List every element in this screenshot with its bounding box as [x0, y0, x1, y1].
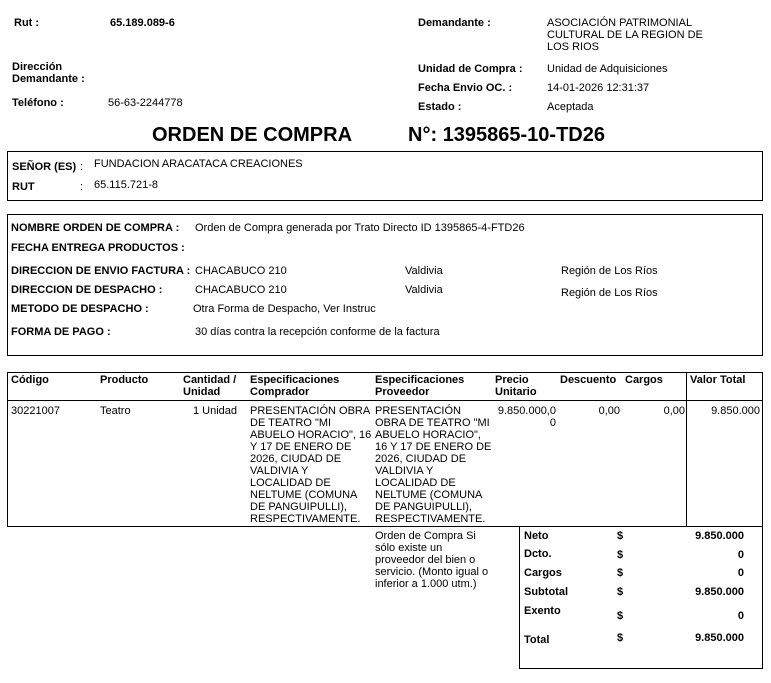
- neto-label: Neto: [524, 530, 549, 542]
- row-esp-proveedor: PRESENTACIÓN OBRA DE TEATRO "MI ABUELO HORACIO", 16 Y 17 DE ENERO DE 2026, CIUDAD DE VALDIVIA Y LOCALIDAD DE NELTUME (COMUNA DE PANGUIPULLI), RESPECTIVAMENTE.: [375, 405, 492, 525]
- cargos-label: Cargos: [524, 567, 562, 579]
- supplier-name: FUNDACION ARACATACA CREACIONES: [94, 158, 303, 170]
- senor-label: SEÑOR (ES): [12, 161, 77, 173]
- subtotal-label: Subtotal: [524, 586, 568, 598]
- envio-factura-city: Valdivia: [405, 265, 443, 277]
- table-valor-divider: [686, 372, 687, 527]
- demandante-label: Demandante :: [418, 17, 491, 29]
- direccion-label: Dirección Demandante :: [12, 61, 85, 85]
- envio-factura-label: DIRECCION DE ENVIO FACTURA :: [11, 265, 191, 277]
- unidad-label: Unidad de Compra :: [418, 63, 523, 75]
- supplier-rut-colon: :: [80, 181, 84, 193]
- despacho-label: DIRECCION DE DESPACHO :: [11, 284, 163, 296]
- nombre-label: NOMBRE ORDEN DE COMPRA :: [11, 222, 180, 234]
- fecha-envio-label: Fecha Envio OC. :: [418, 82, 513, 94]
- estado-value: Aceptada: [547, 101, 594, 113]
- total-value: 9.850.000: [695, 632, 744, 644]
- dcto-label: Dcto.: [524, 548, 552, 560]
- row-descuento: 0,00: [598, 405, 620, 417]
- row-valor-total: 9.850.000: [711, 405, 760, 417]
- despacho-city: Valdivia: [405, 284, 443, 296]
- page-title: ORDEN DE COMPRA: [152, 124, 353, 146]
- row-producto: Teatro: [100, 405, 131, 417]
- row-cargos: 0,00: [663, 405, 685, 417]
- col-precio: Precio Unitario: [495, 374, 537, 398]
- nombre-value: Orden de Compra generada por Trato Directo ID 1395865-4-FTD26: [195, 222, 525, 234]
- dcto-value: 0: [737, 549, 744, 561]
- rut-value: 65.189.089-6: [110, 17, 175, 29]
- subtotal-value: 9.850.000: [695, 586, 744, 598]
- col-valor-total: Valor Total: [690, 374, 746, 386]
- estado-label: Estado :: [418, 101, 462, 113]
- col-cargos: Cargos: [625, 374, 663, 386]
- row-esp-comprador: PRESENTACIÓN OBRA DE TEATRO "MI ABUELO HORACIO", 16 Y 17 DE ENERO DE 2026, CIUDAD DE VALDIVIA Y LOCALIDAD DE NELTUME (COMUNA DE PANGUIPULLI), RESPECTIVAMENTE.: [250, 405, 372, 525]
- col-cantidad: Cantidad / Unidad: [183, 374, 237, 398]
- rut-label: Rut :: [14, 17, 40, 29]
- despacho-value: CHACABUCO 210: [195, 284, 287, 296]
- exento-label: Exento: [524, 605, 561, 617]
- col-producto: Producto: [100, 374, 149, 386]
- col-esp-comprador: Especificaciones Comprador: [250, 374, 340, 398]
- order-number: N°: 1395865-10-TD26: [408, 124, 605, 146]
- exento-currency: $: [617, 610, 624, 622]
- col-esp-proveedor: Especificaciones Proveedor: [375, 374, 465, 398]
- envio-factura-value: CHACABUCO 210: [195, 265, 287, 277]
- forma-pago-label: FORMA DE PAGO :: [11, 326, 111, 338]
- row-codigo: 30221007: [11, 405, 60, 417]
- telefono-value: 56-63-2244778: [108, 97, 183, 109]
- demandante-value: ASOCIACIÓN PATRIMONIAL CULTURAL DE LA REGION DE LOS RIOS: [547, 17, 703, 53]
- total-currency: $: [617, 632, 624, 644]
- row-precio: 9.850.000,0 0: [497, 405, 556, 429]
- unidad-value: Unidad de Adquisiciones: [547, 63, 668, 75]
- col-descuento: Descuento: [560, 374, 617, 386]
- exento-value: 0: [737, 610, 744, 622]
- supplier-rut-value: 65.115.721-8: [94, 179, 159, 191]
- telefono-label: Teléfono :: [12, 97, 64, 109]
- dcto-currency: $: [617, 549, 624, 561]
- forma-pago-value: 30 días contra la recepción conforme de la factura: [195, 326, 440, 338]
- table-header-divider: [7, 400, 763, 401]
- col-codigo: Código: [11, 374, 49, 386]
- trato-directo-note: Orden de Compra Si sólo existe un proveedor del bien o servicio. (Monto igual o inferior a 1.000 utm.): [375, 530, 489, 590]
- subtotal-currency: $: [617, 586, 624, 598]
- despacho-region: Región de Los Ríos: [561, 287, 658, 299]
- fecha-envio-value: 14-01-2026 12:31:37: [547, 82, 650, 94]
- neto-currency: $: [617, 530, 624, 542]
- supplier-rut-label: RUT: [12, 181, 35, 193]
- cargos-currency: $: [617, 567, 624, 579]
- metodo-despacho-label: METODO DE DESPACHO :: [11, 303, 149, 315]
- envio-factura-region: Región de Los Ríos: [561, 265, 658, 277]
- metodo-despacho-value: Otra Forma de Despacho, Ver Instruc: [193, 303, 376, 315]
- total-label: Total: [524, 634, 550, 646]
- fecha-entrega-label: FECHA ENTREGA PRODUCTOS :: [11, 242, 185, 254]
- senor-colon: :: [80, 161, 84, 173]
- neto-value: 9.850.000: [695, 530, 744, 542]
- row-cantidad: 1 Unidad: [193, 405, 238, 417]
- cargos-value: 0: [737, 567, 744, 579]
